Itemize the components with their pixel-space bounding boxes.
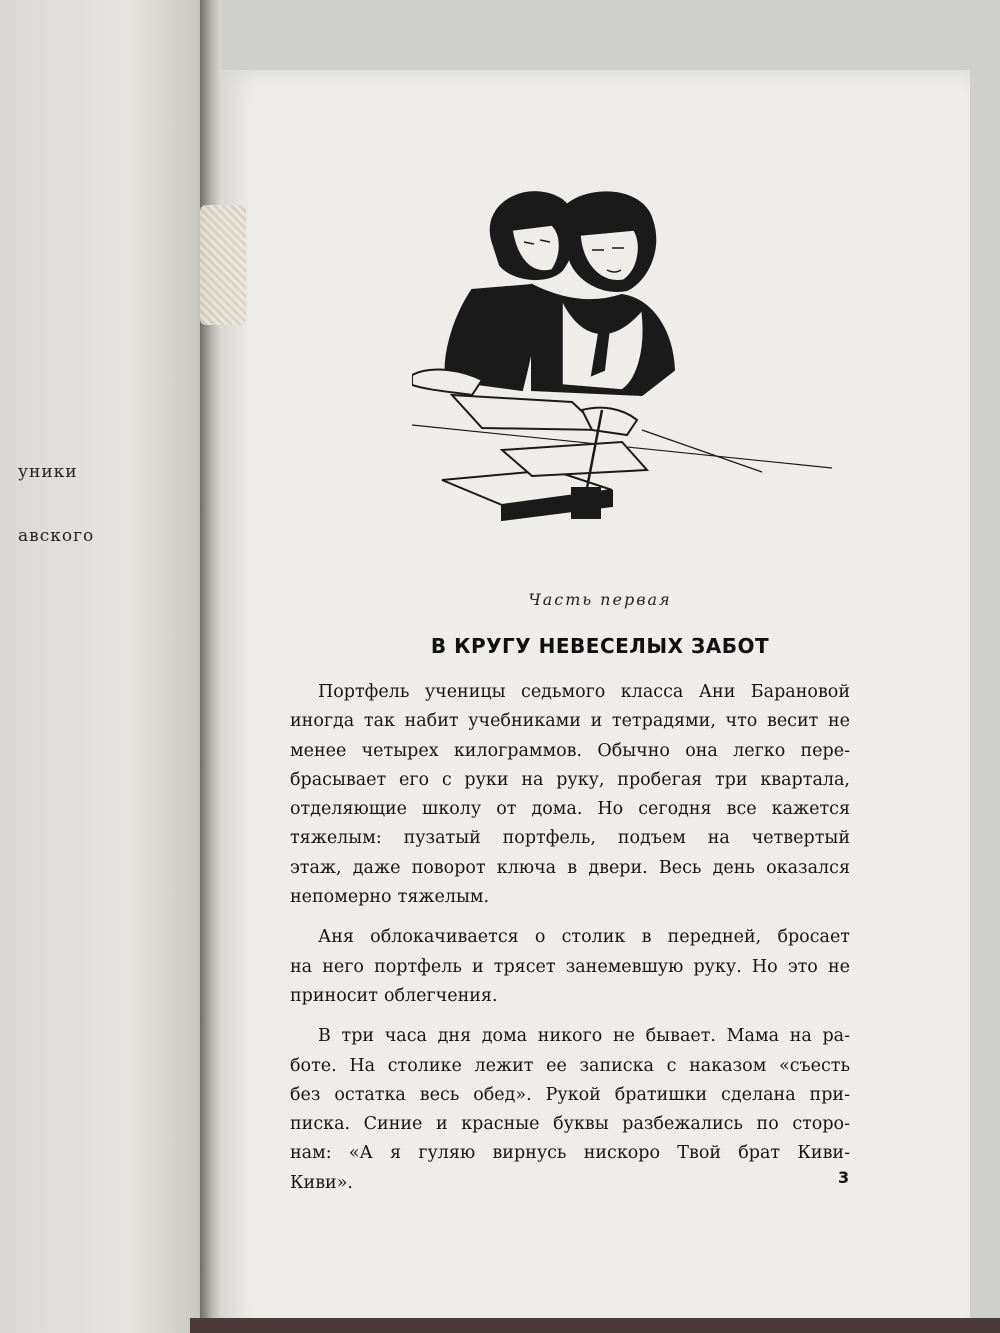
text-line: Киви». [290, 1172, 353, 1193]
binding-gauze [200, 205, 246, 325]
text-line: тяжелым: пузатый портфель, подъем на четвертый [290, 828, 850, 849]
text-line: менее четырех килограммов. Обычно она легко пере- [290, 740, 850, 761]
book-spine [200, 0, 222, 1333]
text-line: брасывает его с руки на руку, пробегая три квартала, [290, 769, 850, 790]
part-title: Часть первая [528, 590, 672, 609]
text-line: писка. Синие и красные буквы разбежались по сторо- [290, 1114, 850, 1135]
book-cover-edge [190, 1318, 1000, 1333]
left-page [0, 0, 215, 1333]
text-line: этаж, даже поворот ключа в двери. Весь день оказался [290, 857, 850, 878]
text-line: Аня облокачивается о столик в передней, бросает [318, 927, 850, 948]
text-line: нам: «А я гуляю вирнусь нискоро Твой брат Киви- [290, 1143, 850, 1164]
illustration-two-girls [412, 180, 852, 540]
chapter-title: В КРУГУ НЕВЕСЕЛЫХ ЗАБОТ [430, 634, 770, 658]
chapter-body [290, 678, 850, 1198]
text-line: непомерно тяжелым. [290, 887, 490, 908]
text-line: В три часа дня дома никого не бывает. Мама на ра- [318, 1026, 850, 1047]
text-line: приносит облегчения. [290, 985, 498, 1006]
text-line: боте. На столике лежит ее записка с наказом «съесть [290, 1055, 850, 1076]
text-line: без остатка весь обед». Рукой братишки сделана при- [290, 1084, 850, 1105]
left-page-fragment: уники [18, 462, 78, 482]
left-page-fragment: авского [18, 526, 95, 546]
text-line: Портфель ученицы седьмого класса Ани Барановой [318, 682, 850, 702]
text-line: иногда так набит учебниками и тетрадями, что весит не [290, 711, 850, 732]
text-line: на него портфель и трясет занемевшую руку. Но это не [290, 956, 850, 977]
text-line: отделяющие школу от дома. Но сегодня все кажется [290, 799, 850, 820]
page-number: 3 [838, 1168, 850, 1187]
